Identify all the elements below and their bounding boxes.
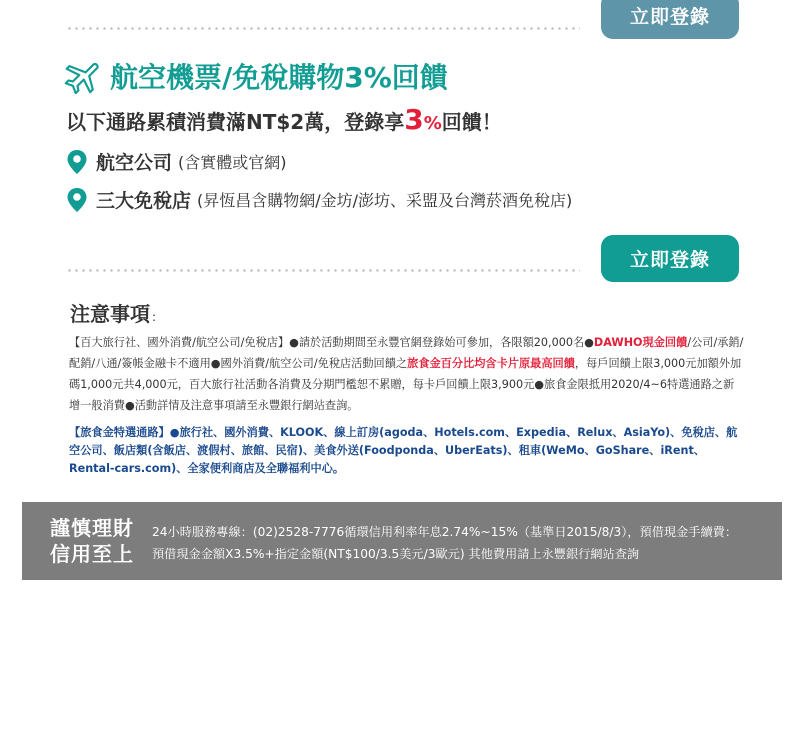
notes-text: ，每戶回饋上限3,000元加額外加碼1,000元共4,000元，百大旅行社活動各消費及分期門檻恕不累贈，每卡戶回饋上限3,900元●旅食金限抵用2020/4~6特選通路之新增一般消費●活動詳情及注意事項請至永豐銀行網站查詢。	[69, 357, 742, 412]
footer-info-line-1: 24小時服務專線：(02)2528-7776循環信用利率年息2.74%~15%（基準日2015/8/3），預借現金手續費：	[152, 525, 738, 539]
notes-text: 【百大旅行社、國外消費/航空公司/免稅店】●請於活動期間至永豐官網登錄始可參加，各限額20,000名●	[69, 336, 594, 349]
subtitle-prefix: 以下通路累積消費滿NT$2萬，登錄享	[66, 110, 405, 134]
section-title	[64, 57, 448, 95]
location-item-label: 航空公司	[96, 152, 173, 174]
section-title-text: 航空機票/免稅購物3%回饋	[110, 61, 448, 94]
login-button-top[interactable]: 立即登錄	[601, 0, 739, 39]
subtitle-suffix: 回饋！	[441, 110, 502, 134]
location-item-duty-free	[66, 186, 572, 213]
dotted-divider	[66, 269, 580, 272]
footer-slogan	[50, 515, 134, 567]
location-pin-icon	[66, 187, 88, 213]
location-item-note: (含實體或官網)	[178, 153, 287, 172]
notes-highlight: DAWHO現金回饋	[593, 336, 688, 349]
notes-title-text: 注意事項	[70, 302, 150, 326]
plane-icon	[64, 58, 100, 94]
login-button[interactable]: 立即登錄	[601, 235, 739, 282]
notes-highlight: 旅食金百分比均含卡片原最高回饋	[407, 357, 575, 370]
footer-slogan-line-1: 謹慎理財	[50, 516, 134, 540]
notes-title-colon: :	[152, 310, 157, 324]
location-item-note: (昇恆昌含購物網/金坊/澎坊、采盟及台灣菸酒免稅店)	[197, 191, 573, 210]
footer-info-line-2: 預借現金金額X3.5%+指定金額(NT$100/3.5美元/3歐元) 其他費用請上永豐銀行網站查詢	[152, 547, 640, 561]
notes-paragraph-2: 【旅食金特選通路】●旅行社、國外消費、KLOOK、線上訂房(agoda、Hotels.com、Expedia、Relux、AsiaYo)、免稅店、航空公司、飯店類(含飯店、渡假村、旅館、民宿)、美食外送(Foodponda、UberEats)、租車(WeMo、GoShare、iRent、Rental-cars.com)、全家便利商店及全聯福利中心。	[69, 426, 738, 475]
subtitle	[66, 103, 502, 136]
dotted-divider-top	[66, 27, 580, 30]
location-item-airline	[66, 148, 287, 175]
notes-title	[70, 298, 156, 327]
location-item-label: 三大免稅店	[96, 190, 192, 212]
footer-banner	[22, 502, 782, 580]
footer-slogan-line-2: 信用至上	[50, 542, 134, 566]
notes-paragraph-1	[69, 332, 745, 416]
location-pin-icon	[66, 149, 88, 175]
subtitle-highlight-number: 3	[404, 103, 424, 136]
notes-text: /公司/承銷/配銷/八通/簽帳金融卡不適用●國外消費/航空公司/免稅店活動回饋之	[69, 336, 744, 370]
subtitle-highlight-percent: %	[423, 113, 442, 134]
